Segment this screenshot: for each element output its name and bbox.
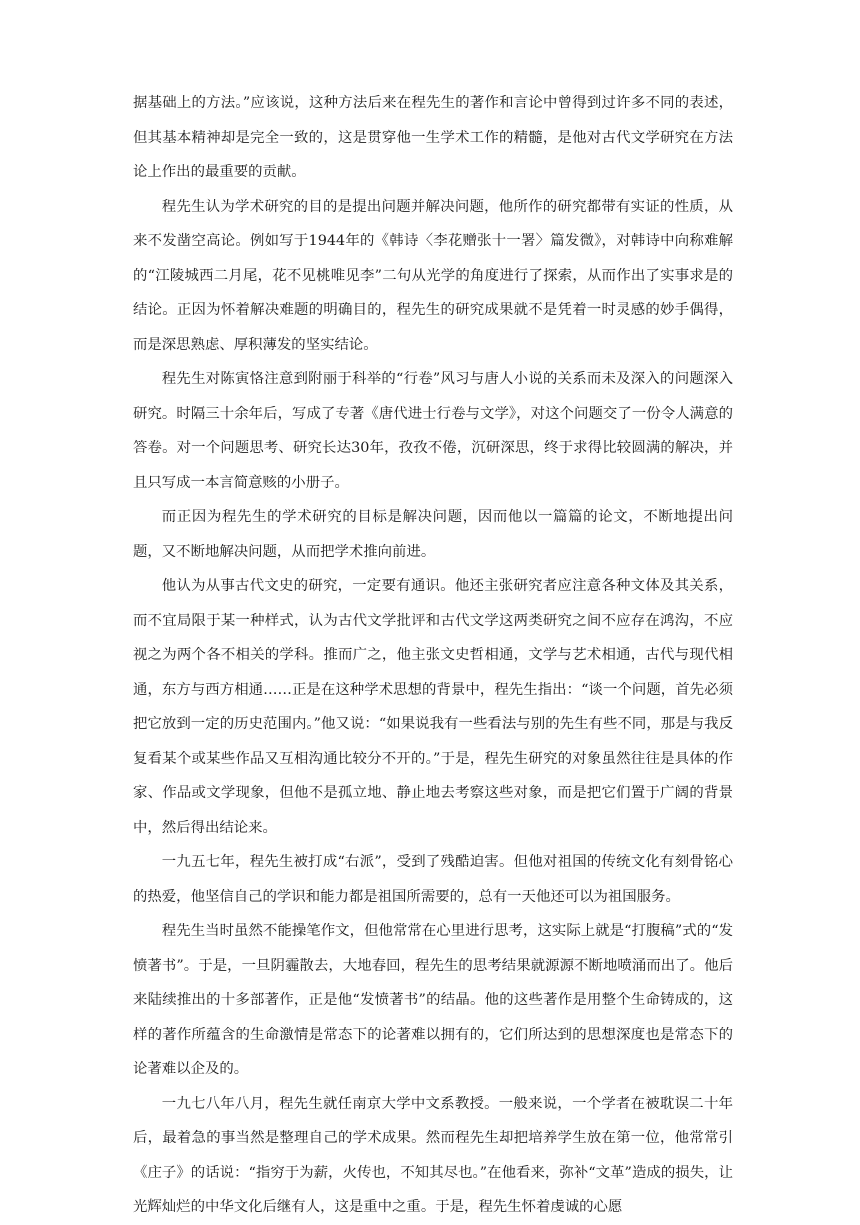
paragraph-5: 他认为从事古代文史的研究，一定要有通识。他还主张研究者应注意各种文体及其关系，而不宜局限于某一种样式，认为古代文学批评和古代文学这两类研究之间不应存在鸿沟，不应视之为两个各不相关的学科。推而广之，他主张文史哲相通，文学与艺术相通，古代与现代相通，东方与西方相通……正是在这种学术思想的背景中，程先生指出：“谈一个问题，首先必须把它放到一定的历史范围内。”他又说：“如果说我有一些看法与别的先生有些不同，那是与我反复看某个或某些作品又互相沟通比较分不开的。”于是，程先生研究的对象虽然往往是具体的作家、作品或文学现象，但他不是孤立地、静止地去考察这些对象，而是把它们置于广阔的背景中，然后得出结论来。 [133, 578, 733, 836]
document-body [133, 86, 733, 1225]
paragraph-4: 而正因为程先生的学术研究的目标是解决问题，因而他以一篇篇的论文，不断地提出问题，又不断地解决问题，从而把学术推向前进。 [133, 509, 733, 560]
paragraph-8: 一九七八年八月，程先生就任南京大学中文系教授。一般来说，一个学者在被耽误二十年后，最着急的事当然是整理自己的学术成果。然而程先生却把培养学生放在第一位，他常常引《庄子》的话说：“指穷于为薪，火传也，不知其尽也。”在他看来，弥补“文革”造成的损失，让光辉灿烂的中华文化后继有人，这是重中之重。于是，程先生怀着虔诚的心愿 [133, 1095, 733, 1215]
paragraph-6: 一九五七年，程先生被打成“右派”，受到了残酷迫害。但他对祖国的传统文化有刻骨铭心的热爱，他坚信自己的学识和能力都是祖国所需要的，总有一天他还可以为祖国服务。 [133, 854, 733, 905]
paragraph-3: 程先生对陈寅恪注意到附丽于科举的“行卷”风习与唐人小说的关系而未及深入的问题深入研究。时隔三十余年后，写成了专著《唐代进士行卷与文学》，对这个问题交了一份令人满意的答卷。对一个问题思考、研究长达30年，孜孜不倦，沉研深思，终于求得比较圆满的解决，并且只写成一本言简意赅的小册子。 [133, 371, 733, 491]
paragraph-7: 程先生当时虽然不能操笔作文，但他常常在心里进行思考，这实际上就是“打腹稿”式的“发愤著书”。于是，一旦阴霾散去，大地春回，程先生的思考结果就源源不断地喷涌而出了。他后来陆续推出的十多部著作，正是他“发愤著书”的结晶。他的这些著作是用整个生命铸成的，这样的著作所蕴含的生命激情是常态下的论著难以拥有的，它们所达到的思想深度也是常态下的论著难以企及的。 [133, 923, 733, 1077]
paragraph-1: 据基础上的方法。”应该说，这种方法后来在程先生的著作和言论中曾得到过许多不同的表述，但其基本精神却是完全一致的，这是贯穿他一生学术工作的精髓，是他对古代文学研究在方法论上作出的最重要的贡献。 [133, 95, 733, 180]
paragraph-2: 程先生认为学术研究的目的是提出问题并解决问题，他所作的研究都带有实证的性质，从来不发凿空高论。例如写于1944年的《韩诗〈李花赠张十一署〉篇发微》，对韩诗中向称难解的“江陵城西二月尾，花不见桃唯见李”二句从光学的角度进行了探索，从而作出了实事求是的结论。正因为怀着解决难题的明确目的，程先生的研究成果就不是凭着一时灵感的妙手偶得，而是深思熟虑、厚积薄发的坚实结论。 [133, 198, 733, 353]
